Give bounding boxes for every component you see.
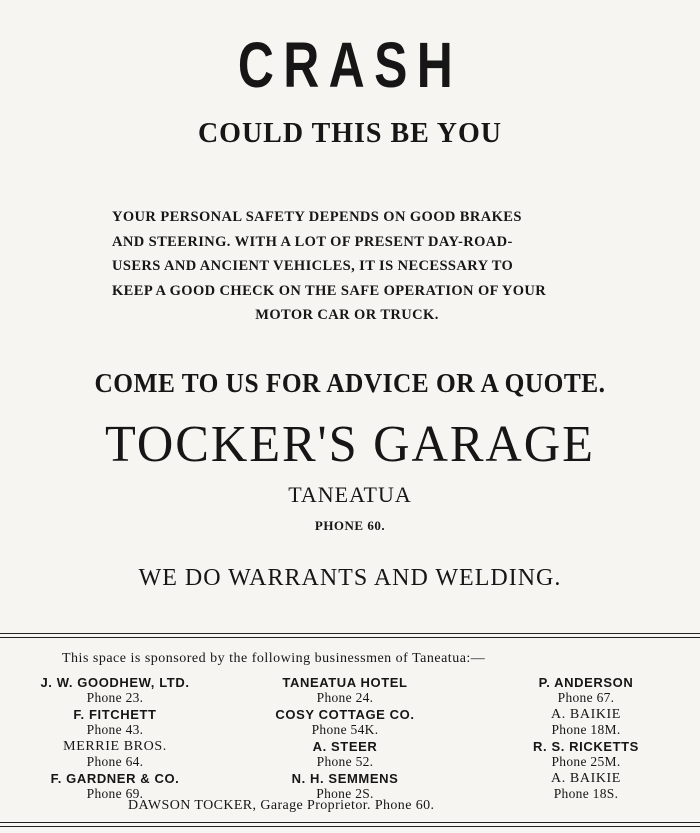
body-line: MOTOR CAR OR TRUCK. <box>255 307 439 323</box>
business-phone: PHONE 60. <box>314 518 386 533</box>
sponsor-name: P. ANDERSON <box>538 675 634 690</box>
sponsor-phone: Phone 24. <box>316 690 374 705</box>
sponsor-name: R. S. RICKETTS <box>533 739 639 754</box>
sponsor-phone: Phone 18M. <box>551 722 621 737</box>
sponsor-name: TANEATUA HOTEL <box>282 675 408 690</box>
sponsor-phone: Phone 43. <box>86 722 144 737</box>
sponsor-name: COSY COTTAGE CO. <box>275 707 415 722</box>
business-name: TOCKER'S GARAGE <box>105 416 595 473</box>
sponsor-phone: Phone 25M. <box>551 754 621 769</box>
headline: CRASH <box>237 29 463 101</box>
sponsor-name: F. FITCHETT <box>73 707 157 722</box>
bottom-rule <box>0 822 700 823</box>
sponsor-phone: Phone 23. <box>86 690 144 705</box>
town-name: TANEATUA <box>288 482 412 507</box>
bottom-rule <box>0 826 700 827</box>
sponsor-phone: Phone 2S. <box>316 786 374 801</box>
subheadline: COULD THIS BE YOU <box>197 118 503 149</box>
sponsor-phone: Phone 67. <box>557 690 615 705</box>
sponsor-name: A. STEER <box>312 739 378 754</box>
sponsor-name: F. GARDNER & CO. <box>50 771 180 786</box>
body-line: USERS AND ANCIENT VEHICLES, IT IS NECESSARY TO <box>112 258 514 274</box>
call-to-action: COME TO US FOR ADVICE OR A QUOTE. <box>94 368 606 398</box>
body-paragraph <box>112 205 582 328</box>
sponsor-phone: Phone 18S. <box>553 786 619 801</box>
sponsor-name: J. W. GOODHEW, LTD. <box>40 675 190 690</box>
sponsor-intro: This space is sponsored by the following businessmen of Taneatua:— <box>62 651 486 666</box>
body-line: YOUR PERSONAL SAFETY DEPENDS ON GOOD BRAKES <box>112 209 522 225</box>
sponsor-name: A. BAIKIE <box>551 771 621 786</box>
body-line: AND STEERING. WITH A LOT OF PRESENT DAY-ROAD- <box>112 233 513 250</box>
sponsor-phone: Phone 52. <box>316 754 374 769</box>
sponsor-name: N. H. SEMMENS <box>291 771 399 786</box>
services-line: WE DO WARRANTS AND WELDING. <box>138 565 562 591</box>
sponsor-name: MERRIE BROS. <box>63 739 167 754</box>
divider-rule <box>0 633 700 634</box>
proprietor-footer: DAWSON TOCKER, Garage Proprietor. Phone 60. <box>128 798 435 813</box>
body-line: KEEP A GOOD CHECK ON THE SAFE OPERATION OF YOUR <box>112 282 547 299</box>
divider-rule <box>0 637 700 638</box>
sponsor-phone: Phone 54K. <box>311 722 379 737</box>
sponsor-phone: Phone 69. <box>86 786 144 801</box>
sponsor-name: A. BAIKIE <box>551 707 621 722</box>
sponsor-phone: Phone 64. <box>86 754 144 769</box>
